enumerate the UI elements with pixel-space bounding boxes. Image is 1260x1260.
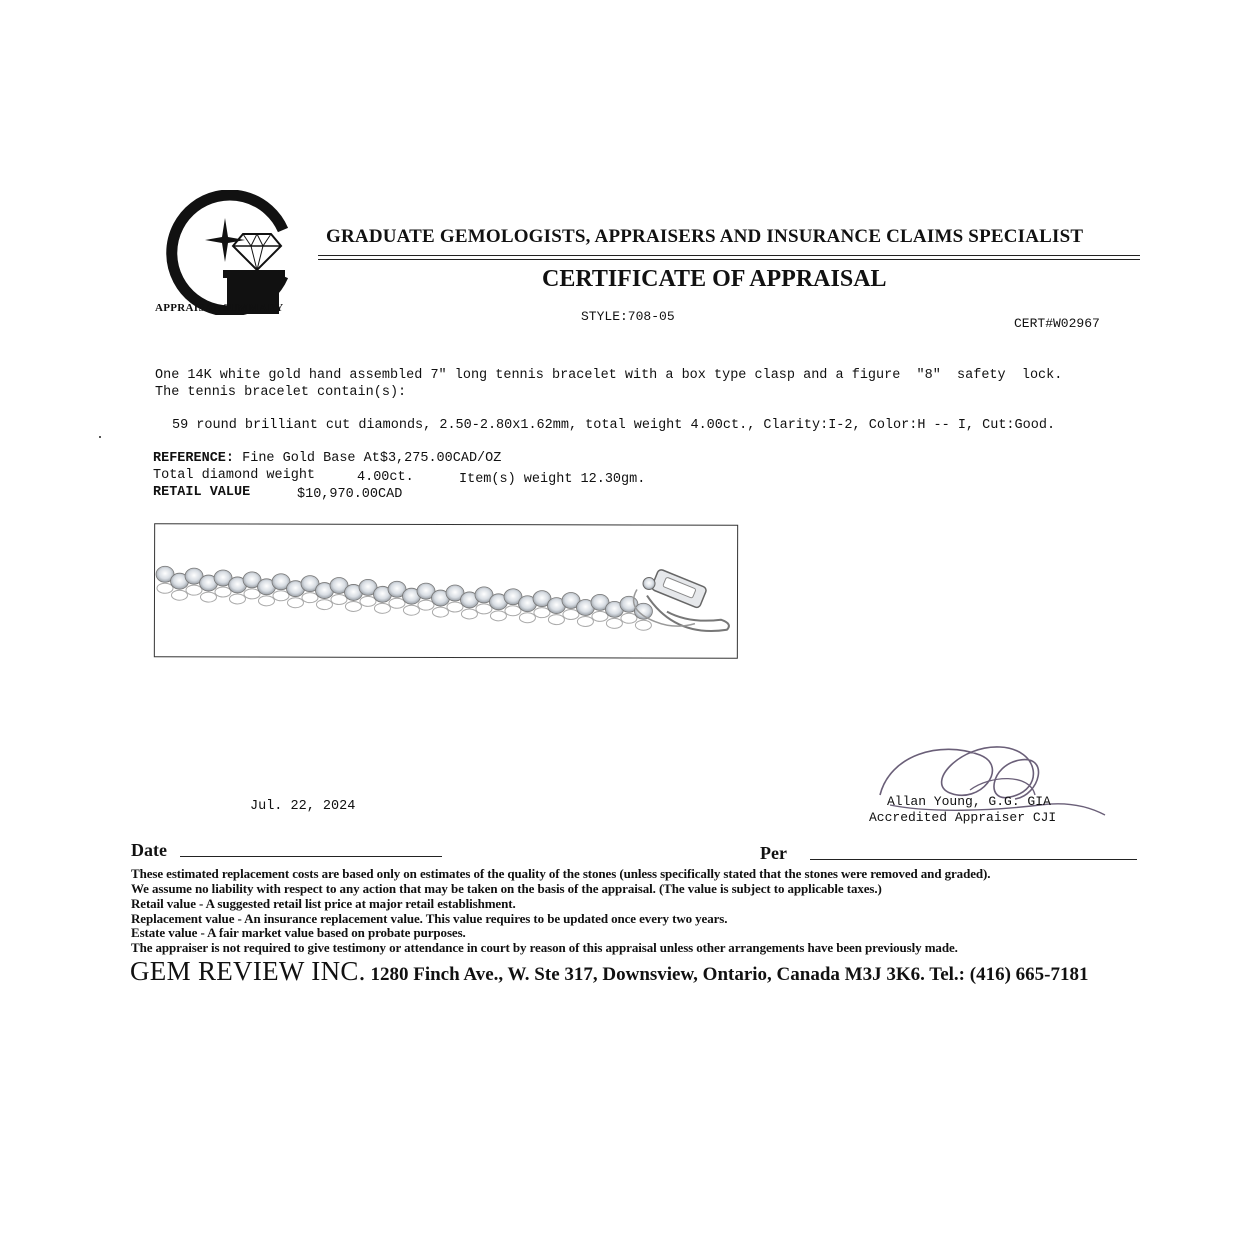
disclaimer-line: Estate value - A fair market value based on probate purposes.	[131, 925, 466, 940]
signer-name: Allan Young, G.G. GIA	[887, 794, 1051, 809]
header-rule	[318, 255, 1140, 256]
date-signature-line	[180, 856, 442, 857]
stone-details: 59 round brilliant cut diamonds, 2.50-2.80x1.62mm, total weight 4.00ct., Clarity:I-2, Color:H -- I, Cut:Good.	[172, 418, 1056, 433]
retail-value: $10,970.00CAD	[297, 487, 403, 502]
bracelet-stone	[634, 603, 652, 619]
bracelet-link	[302, 593, 318, 603]
diamond-weight-label: Total diamond weight	[153, 468, 316, 483]
certificate-number: CERT#W02967	[1014, 316, 1100, 331]
bracelet-photo	[154, 523, 738, 659]
logo-caption: APPRAISAL SUMMARY	[155, 302, 284, 314]
style-number: STYLE:708-05	[581, 309, 675, 324]
diamond-weight-value: 4.00ct.	[357, 470, 414, 485]
bracelet-link	[360, 596, 376, 606]
reference-label: REFERENCE:	[153, 451, 235, 466]
disclaimer-line: These estimated replacement costs are based only on estimates of the quality of the stones (unless specifically stated that the stones were removed and graded).	[131, 866, 991, 881]
bracelet-link	[606, 618, 622, 628]
bracelet-link	[331, 594, 347, 604]
disclaimer-line: We assume no liability with respect to any action that may be taken on the basis of the appraisal. (The value is subject to applicable taxes.)	[131, 881, 882, 896]
signer-title: Accredited Appraiser CJI	[869, 810, 1057, 825]
company-name: GEM REVIEW INC.	[130, 956, 366, 986]
bracelet-link	[432, 607, 448, 617]
bracelet-link	[490, 611, 506, 621]
bracelet-link	[258, 596, 274, 606]
per-label: Per	[760, 843, 787, 863]
certificate-title: CERTIFICATE OF APPRAISAL	[542, 266, 887, 292]
company-logo-icon	[165, 190, 295, 315]
scan-speck	[99, 436, 101, 438]
bracelet-link	[534, 608, 550, 618]
bracelet-link	[635, 620, 651, 630]
bracelet-link	[389, 598, 405, 608]
bracelet-link	[563, 610, 579, 620]
item-description-contents: The tennis bracelet contain(s):	[155, 385, 407, 400]
bracelet-link	[287, 598, 303, 608]
disclaimer-line: Retail value - A suggested retail list price at major retail establishment.	[131, 896, 516, 911]
bracelet-link	[621, 613, 637, 623]
bracelet-link	[519, 613, 535, 623]
bracelet-link	[461, 609, 477, 619]
bracelet-link	[229, 594, 245, 604]
bracelet-link	[592, 611, 608, 621]
organization-line: GRADUATE GEMOLOGISTS, APPRAISERS AND INSURANCE CLAIMS SPECIALIST	[326, 226, 1084, 247]
item-weight: Item(s) weight 12.30gm.	[459, 472, 646, 487]
item-description: One 14K white gold hand assembled 7" long tennis bracelet with a box type clasp and a figure "8" safety lock.	[155, 368, 1063, 383]
bracelet-link	[447, 602, 463, 612]
bracelet-link	[577, 616, 593, 626]
bracelet-link	[186, 585, 202, 595]
bracelet-link	[476, 604, 492, 614]
bracelet-link	[548, 615, 564, 625]
bracelet-link	[171, 590, 187, 600]
bracelet-link	[403, 605, 419, 615]
company-address: 1280 Finch Ave., W. Ste 317, Downsview, Ontario, Canada M3J 3K6. Tel.: (416) 665-7181	[365, 964, 1089, 985]
company-footer	[130, 956, 1088, 987]
reference-line	[153, 451, 501, 466]
disclaimer-line: The appraiser is not required to give testimony or attendance in court by reason of this appraisal unless other arrangements have been previously made.	[131, 940, 958, 955]
bracelet-link	[418, 600, 434, 610]
bracelet-link	[374, 603, 390, 613]
bracelet-link	[200, 592, 216, 602]
bracelet-link	[505, 606, 521, 616]
header-rule	[318, 259, 1140, 260]
bracelet-link	[345, 601, 361, 611]
bracelet-link	[157, 583, 173, 593]
appraisal-date: Jul. 22, 2024	[250, 799, 356, 814]
bracelet-link	[273, 591, 289, 601]
retail-value-label: RETAIL VALUE	[153, 485, 251, 500]
per-signature-line	[810, 859, 1137, 860]
disclaimer-line: Replacement value - An insurance replacement value. This value requires to be updated once every two years.	[131, 911, 728, 926]
bracelet-image	[155, 524, 739, 660]
reference-value: Fine Gold Base At$3,275.00CAD/OZ	[234, 451, 502, 466]
bracelet-link	[244, 589, 260, 599]
bracelet-link	[215, 587, 231, 597]
bracelet-link	[316, 600, 332, 610]
date-label: Date	[131, 840, 167, 860]
